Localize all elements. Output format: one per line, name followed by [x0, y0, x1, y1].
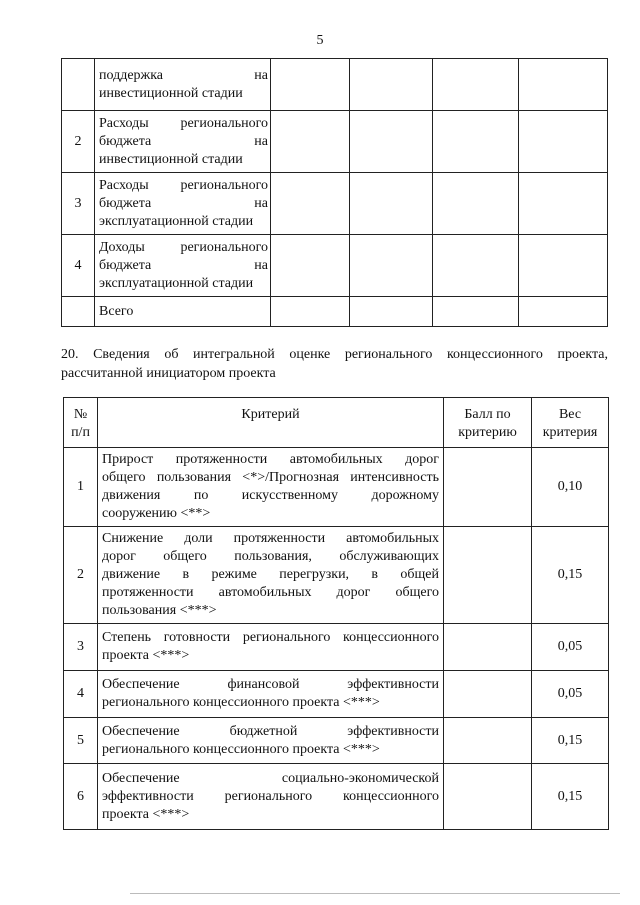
empty-cell: [519, 59, 608, 111]
criterion-number: 1: [64, 448, 98, 527]
empty-cell: [433, 297, 519, 327]
criteria-row: [64, 624, 609, 671]
section-20-line-1: 20. Сведения об интегральной оценке регионального концессионного проекта,: [61, 347, 608, 362]
row-name: Всего: [95, 297, 271, 327]
criterion-score: [444, 671, 532, 718]
budget-table-row: [62, 59, 608, 111]
criterion-number: 4: [64, 671, 98, 718]
criterion-text: Степень готовности регионального концессионного проекта <***>: [98, 624, 444, 671]
criterion-score: [444, 624, 532, 671]
budget-table-row: [62, 235, 608, 297]
budget-table-row: [62, 297, 608, 327]
empty-cell: [271, 235, 350, 297]
row-name: Доходы регионального бюджета на эксплуатационной стадии: [95, 235, 271, 297]
row-number: 3: [62, 173, 95, 235]
criterion-text: Обеспечение финансовой эффективности регионального концессионного проекта <***>: [98, 671, 444, 718]
empty-cell: [433, 59, 519, 111]
empty-cell: [350, 111, 433, 173]
empty-cell: [350, 59, 433, 111]
criterion-weight: 0,05: [532, 671, 609, 718]
empty-cell: [350, 235, 433, 297]
section-20-heading: [61, 345, 608, 383]
criteria-table: [63, 397, 609, 830]
row-name: Расходы регионального бюджета на инвестиционной стадии: [95, 111, 271, 173]
empty-cell: [350, 173, 433, 235]
row-number: [62, 59, 95, 111]
bottom-edge-line: [130, 893, 620, 894]
empty-cell: [519, 297, 608, 327]
criteria-header-row: [64, 398, 609, 448]
header-score: Балл по критерию: [444, 398, 532, 448]
criterion-score: [444, 527, 532, 624]
criterion-score: [444, 764, 532, 830]
criteria-row: [64, 527, 609, 624]
criterion-score: [444, 718, 532, 764]
budget-table-row: [62, 111, 608, 173]
criterion-weight: 0,05: [532, 624, 609, 671]
row-name: Расходы регионального бюджета на эксплуатационной стадии: [95, 173, 271, 235]
criterion-text: Прирост протяженности автомобильных дорог общего пользования <*>/Прогнозная интенсивность движения по искусственному дорожному сооружению <**>: [98, 448, 444, 527]
criterion-number: 6: [64, 764, 98, 830]
criterion-text: Обеспечение социально-экономической эффективности регионального концессионного проекта <***>: [98, 764, 444, 830]
budget-table-row: [62, 173, 608, 235]
section-20-line-2: рассчитанной инициатором проекта: [61, 366, 276, 381]
empty-cell: [433, 111, 519, 173]
row-number: 2: [62, 111, 95, 173]
criteria-row: [64, 448, 609, 527]
header-criterion: Критерий: [98, 398, 444, 448]
row-number: 4: [62, 235, 95, 297]
criteria-row: [64, 764, 609, 830]
header-weight: Вес критерия: [532, 398, 609, 448]
criterion-weight: 0,15: [532, 718, 609, 764]
empty-cell: [271, 111, 350, 173]
criterion-number: 2: [64, 527, 98, 624]
empty-cell: [271, 297, 350, 327]
criterion-score: [444, 448, 532, 527]
empty-cell: [519, 111, 608, 173]
empty-cell: [519, 173, 608, 235]
empty-cell: [271, 59, 350, 111]
criterion-weight: 0,15: [532, 527, 609, 624]
empty-cell: [350, 297, 433, 327]
criteria-row: [64, 671, 609, 718]
criterion-text: Обеспечение бюджетной эффективности регионального концессионного проекта <***>: [98, 718, 444, 764]
criteria-row: [64, 718, 609, 764]
criterion-weight: 0,15: [532, 764, 609, 830]
empty-cell: [519, 235, 608, 297]
criterion-weight: 0,10: [532, 448, 609, 527]
criterion-number: 3: [64, 624, 98, 671]
header-num: № п/п: [64, 398, 98, 448]
row-number: [62, 297, 95, 327]
criterion-text: Снижение доли протяженности автомобильных дорог общего пользования, обслуживающих движение в режиме перегрузки, в общей протяженности автомобильных дорог общего пользования <***>: [98, 527, 444, 624]
empty-cell: [271, 173, 350, 235]
empty-cell: [433, 235, 519, 297]
page-number: 5: [316, 33, 324, 48]
criterion-number: 5: [64, 718, 98, 764]
empty-cell: [433, 173, 519, 235]
budget-table: [61, 58, 608, 327]
row-name: поддержка на инвестиционной стадии: [95, 59, 271, 111]
